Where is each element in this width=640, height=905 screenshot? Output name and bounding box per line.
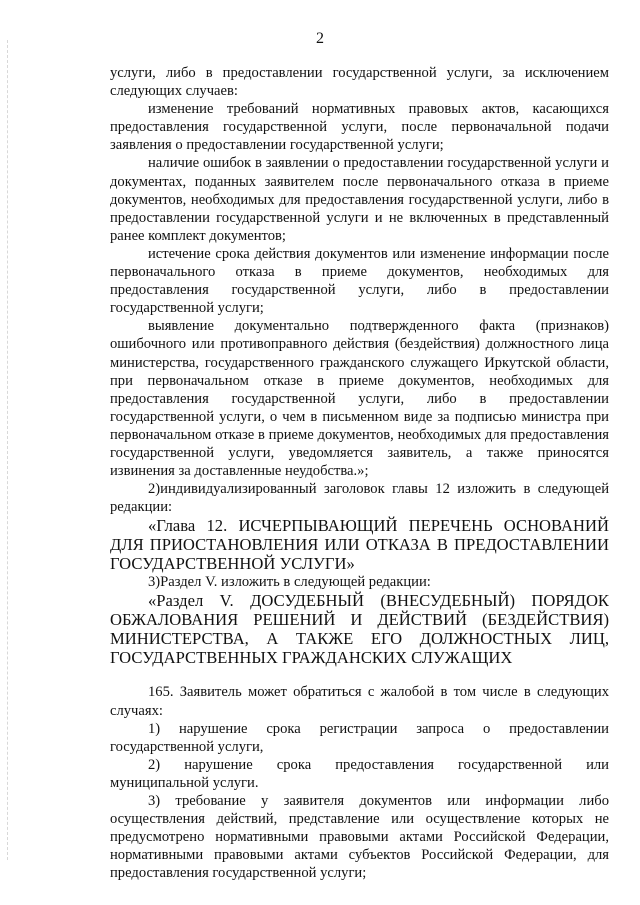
paragraph-165: 165. Заявитель может обратиться с жалобой в том числе в следующих случаях:: [110, 684, 609, 719]
paragraph-3: наличие ошибок в заявлении о предоставлении государственной услуги и документах, поданных заявителем после первоначального отказа в приеме документов, необходимых для предоставления государственной услуги, либо в предоставлении государственной услуги и не включенных в представленный ранее комплект документов;: [110, 155, 609, 244]
page-number: 2: [316, 30, 324, 47]
list-item-3: 3) требование у заявителя документов или информации либо осуществления действий, представление или осуществление которых не предусмотрено нормативными правовыми актами Российской Федерации, нормативными правовыми актами субъектов Российской Федерации, для предоставления государственной услуги;: [110, 793, 609, 882]
paragraph-4: истечение срока действия документов или изменение информации после первоначального отказа в приеме документов, необходимых для предоставления государственной услуги, либо в предоставлении государственной услуги;: [110, 245, 609, 317]
list-item-1: 1) нарушение срока регистрации запроса о предоставлении государственной услуги,: [110, 720, 609, 755]
blank-line: [110, 667, 609, 683]
list-item-2: 2) нарушение срока предоставления государственной или муниципальной услуги.: [110, 756, 609, 791]
paragraph-2: изменение требований нормативных правовых актов, касающихся предоставления государственной услуги, после первоначальной подачи заявления о предоставлении государственной услуги;: [110, 101, 609, 154]
binding-margin-mark: [7, 40, 9, 860]
paragraph-1: услуги, либо в предоставлении государственной услуги, за исключением следующих случаев:: [110, 65, 609, 100]
paragraph-5: выявление документально подтвержденного факта (признаков) ошибочного или противоправного действия (бездействия) должностного лица министерства, государственного гражданского служащего Иркутской области, при первоначальном отказе в приеме документов, необходимых для предоставления государственной услуги, либо в предоставлении государственной услуги, о чем в письменном виде за подписью министра при первоначальном отказе в приеме документов, необходимых для предоставления государственной услуги, уведомляется заявитель, а также приносятся извинения за доставленные неудобства.»;: [110, 318, 609, 480]
chapter-12-title: «Глава 12. ИСЧЕРПЫВАЮЩИЙ ПЕРЕЧЕНЬ ОСНОВАНИЙ ДЛЯ ПРИОСТАНОВЛЕНИЯ ИЛИ ОТКАЗА В ПРЕДОСТАВЛЕНИИ ГОСУДАРСТВЕННОЙ УСЛУГИ»: [110, 516, 609, 574]
section-5-title: «Раздел V. ДОСУДЕБНЫЙ (ВНЕСУДЕБНЫЙ) ПОРЯДОК ОБЖАЛОВАНИЯ РЕШЕНИЙ И ДЕЙСТВИЙ (БЕЗДЕЙСТВИЯ) МИНИСТЕРСТВА, А ТАКЖЕ ЕГО ДОЛЖНОСТНЫХ ЛИЦ, ГОСУДАРСТВЕННЫХ ГРАЖДАНСКИХ СЛУЖАЩИХ: [110, 591, 609, 668]
paragraph-6: 2)индивидуализированный заголовок главы 12 изложить в следующей редакции:: [110, 481, 609, 516]
document-body: [110, 64, 609, 882]
paragraph-7: 3)Раздел V. изложить в следующей редакции:: [148, 574, 431, 591]
